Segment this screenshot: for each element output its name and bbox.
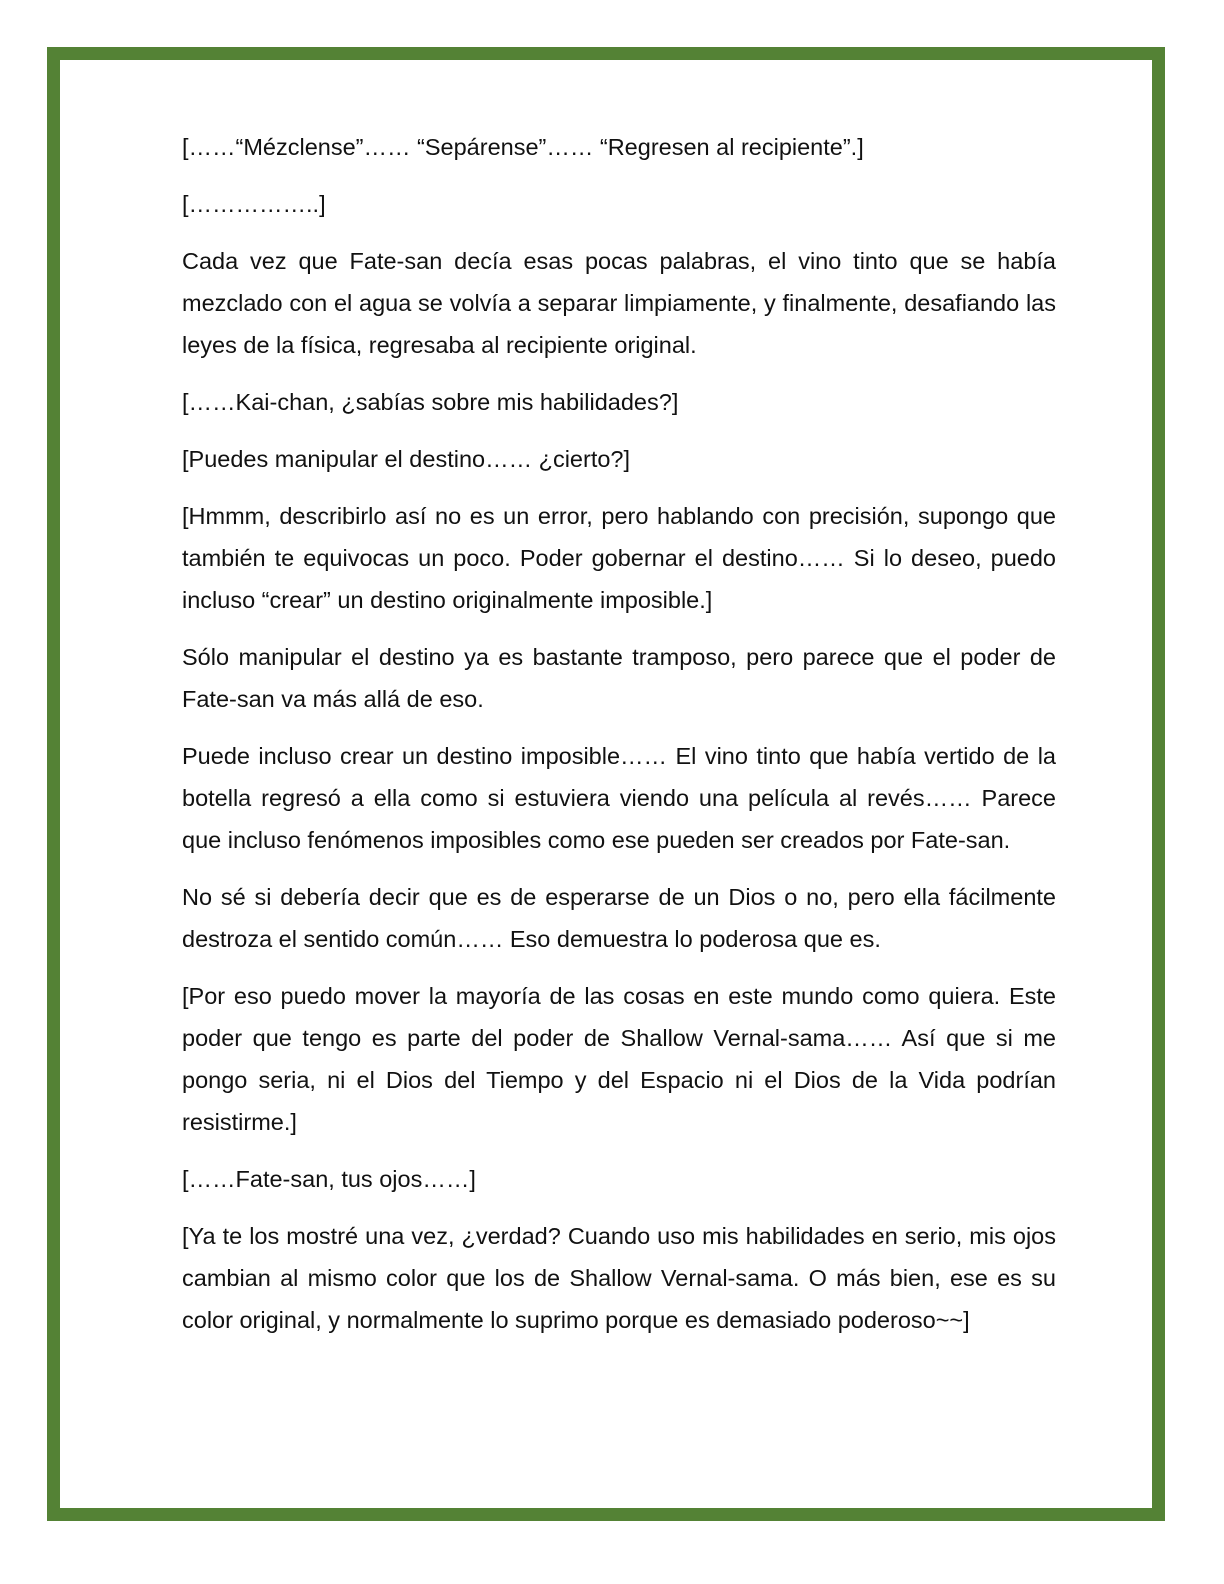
dialogue-line: [……“Mézclense”…… “Sepárense”…… “Regresen al recipiente”.]: [182, 134, 864, 160]
dialogue-line: [Por eso puedo mover la mayoría de las cosas en este mundo como quiera. Este poder que tengo es parte del poder de Shallow Vernal-sama…… Así que si me pongo seria, ni el Dios del Tiempo y del Espacio ni el Dios de la Vida podrían resistirme.]: [182, 983, 1056, 1135]
narration-paragraph: No sé si debería decir que es de esperarse de un Dios o no, pero ella fácilmente destroza el sentido común…… Eso demuestra lo poderosa que es.: [182, 884, 1056, 952]
page-body: [182, 126, 1056, 1356]
narration-paragraph: Sólo manipular el destino ya es bastante tramposo, pero parece que el poder de Fate-san va más allá de eso.: [182, 644, 1056, 712]
dialogue-line: [Hmmm, describirlo así no es un error, pero hablando con precisión, supongo que también te equivocas un poco. Poder gobernar el destino…… Si lo deseo, puedo incluso “crear” un destino originalmente imposible.]: [182, 503, 1056, 613]
dialogue-line: [……………..]: [182, 191, 326, 217]
dialogue-line: [……Fate-san, tus ojos……]: [182, 1166, 476, 1192]
narration-paragraph: Cada vez que Fate-san decía esas pocas palabras, el vino tinto que se había mezclado con el agua se volvía a separar limpiamente, y finalmente, desafiando las leyes de la física, regresaba al recipiente original.: [182, 248, 1056, 358]
dialogue-line: [Ya te los mostré una vez, ¿verdad? Cuando uso mis habilidades en serio, mis ojos cambian al mismo color que los de Shallow Vernal-sama. O más bien, ese es su color original, y normalmente lo suprimo porque es demasiado poderoso~~]: [182, 1223, 1056, 1333]
page-border-frame: [47, 47, 1165, 1521]
dialogue-line: [Puedes manipular el destino…… ¿cierto?]: [182, 446, 631, 472]
dialogue-line: [……Kai-chan, ¿sabías sobre mis habilidades?]: [182, 389, 679, 415]
narration-paragraph: Puede incluso crear un destino imposible…… El vino tinto que había vertido de la botella regresó a ella como si estuviera viendo una película al revés…… Parece que incluso fenómenos imposibles como ese pueden ser creados por Fate-san.: [182, 743, 1056, 853]
